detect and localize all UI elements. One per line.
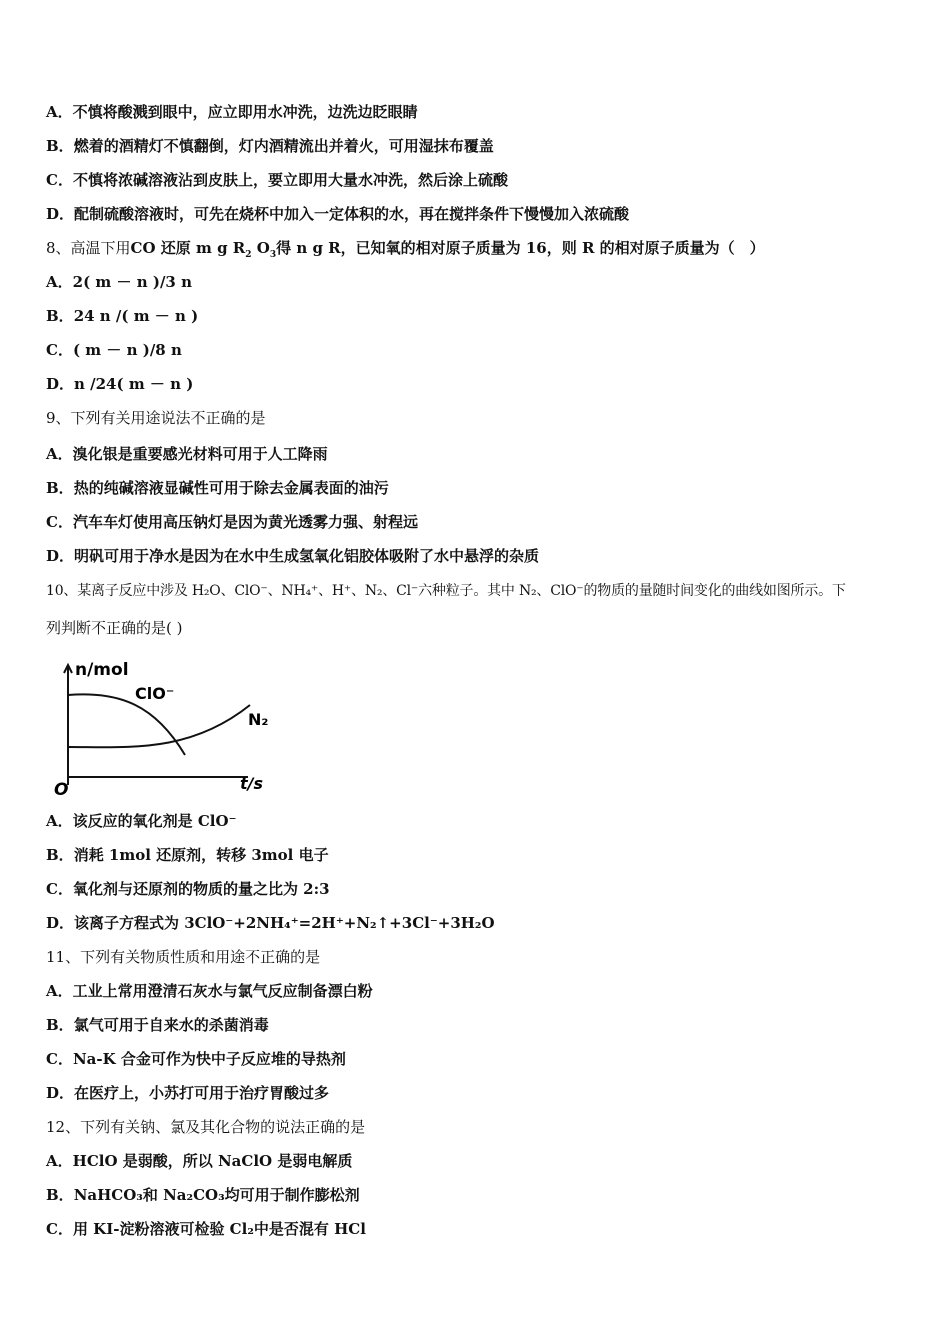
q9-option-c: C．汽车车灯使用高压钠灯是因为黄光透雾力强、射程远 [46, 513, 418, 531]
q8-option-d: D．n /24( m － n ) [46, 375, 194, 393]
q12-stem: 12、下列有关钠、氯及其化合物的说法正确的是 [46, 1118, 366, 1136]
graph-x-label: t/s [240, 774, 264, 793]
q9-stem: 9、下列有关用途说法不正确的是 [46, 409, 266, 427]
q10-option-b: B．消耗 1mol 还原剂，转移 3mol 电子 [46, 846, 329, 864]
q11-option-c: C．Na-K 合金可作为快中子反应堆的导热剂 [46, 1050, 346, 1068]
q7-option-a: A．不慎将酸溅到眼中，应立即用水冲洗，边洗边眨眼睛 [46, 103, 418, 121]
q7-option-b: B．燃着的酒精灯不慎翻倒，灯内酒精流出并着火，可用湿抹布覆盖 [46, 137, 494, 155]
q7-option-d: D．配制硫酸溶液时，可先在烧杯中加入一定体积的水，再在搅拌条件下慢慢加入浓硫酸 [46, 205, 630, 223]
q9-option-a: A．溴化银是重要感光材料可用于人工降雨 [46, 445, 328, 463]
q8-option-c: C．( m － n )/8 n [46, 341, 182, 359]
q12-option-b: B．NaHCO₃和 Na₂CO₃均可用于制作膨松剂 [46, 1186, 360, 1204]
q10-graph-svg [40, 655, 280, 805]
q10-stem-line1: 10、某离子反应中涉及 H₂O、ClO⁻、NH₄⁺、H⁺、N₂、Cl⁻六种粒子。其中 N₂、ClO⁻的物质的量随时间变化的曲线如图所示。下 [46, 583, 846, 599]
q10-graph [40, 655, 280, 805]
graph-curve-n2 [68, 705, 250, 747]
q11-option-b: B．氯气可用于自来水的杀菌消毒 [46, 1016, 269, 1034]
q9-option-d: D．明矾可用于净水是因为在水中生成氢氧化铝胶体吸附了水中悬浮的杂质 [46, 547, 540, 565]
graph-y-label: n/mol [75, 660, 129, 680]
q8-stem: 8、高温下用CO 还原 m g $R_2$ $O_3$得 n g R，已知氧的相对原子质量为 16，则 R 的相对原子质量为（ ） [46, 239, 765, 260]
q9-option-b: B．热的纯碱溶液显碱性可用于除去金属表面的油污 [46, 479, 389, 497]
graph-clo-label: ClO⁻ [135, 684, 175, 703]
q11-stem: 11、下列有关物质性质和用途不正确的是 [46, 948, 321, 966]
q10-option-c: C．氧化剂与还原剂的物质的量之比为 2:3 [46, 880, 330, 898]
q12-option-c: C．用 KI-淀粉溶液可检验 Cl₂中是否混有 HCl [46, 1220, 366, 1238]
q12-option-a: A．HClO 是弱酸，所以 NaClO 是弱电解质 [46, 1152, 353, 1170]
q10-stem-line2: 列判断不正确的是( ) [46, 619, 183, 637]
q10-option-a: A．该反应的氧化剂是 ClO⁻ [46, 812, 237, 830]
graph-n2-label: N₂ [248, 710, 269, 729]
q8-option-a: A．2( m － n )/3 n [46, 273, 192, 291]
q8-option-b: B．24 n /( m － n ) [46, 307, 199, 325]
q7-option-c: C．不慎将浓碱溶液沾到皮肤上，要立即用大量水冲洗，然后涂上硫酸 [46, 171, 508, 189]
graph-origin-label: O [54, 780, 69, 800]
q11-option-d: D．在医疗上，小苏打可用于治疗胃酸过多 [46, 1084, 330, 1102]
q10-option-d: D．该离子方程式为 3ClO⁻+2NH₄⁺=2H⁺+N₂↑+3Cl⁻+3H₂O [46, 914, 495, 932]
q11-option-a: A．工业上常用澄清石灰水与氯气反应制备漂白粉 [46, 982, 373, 1000]
